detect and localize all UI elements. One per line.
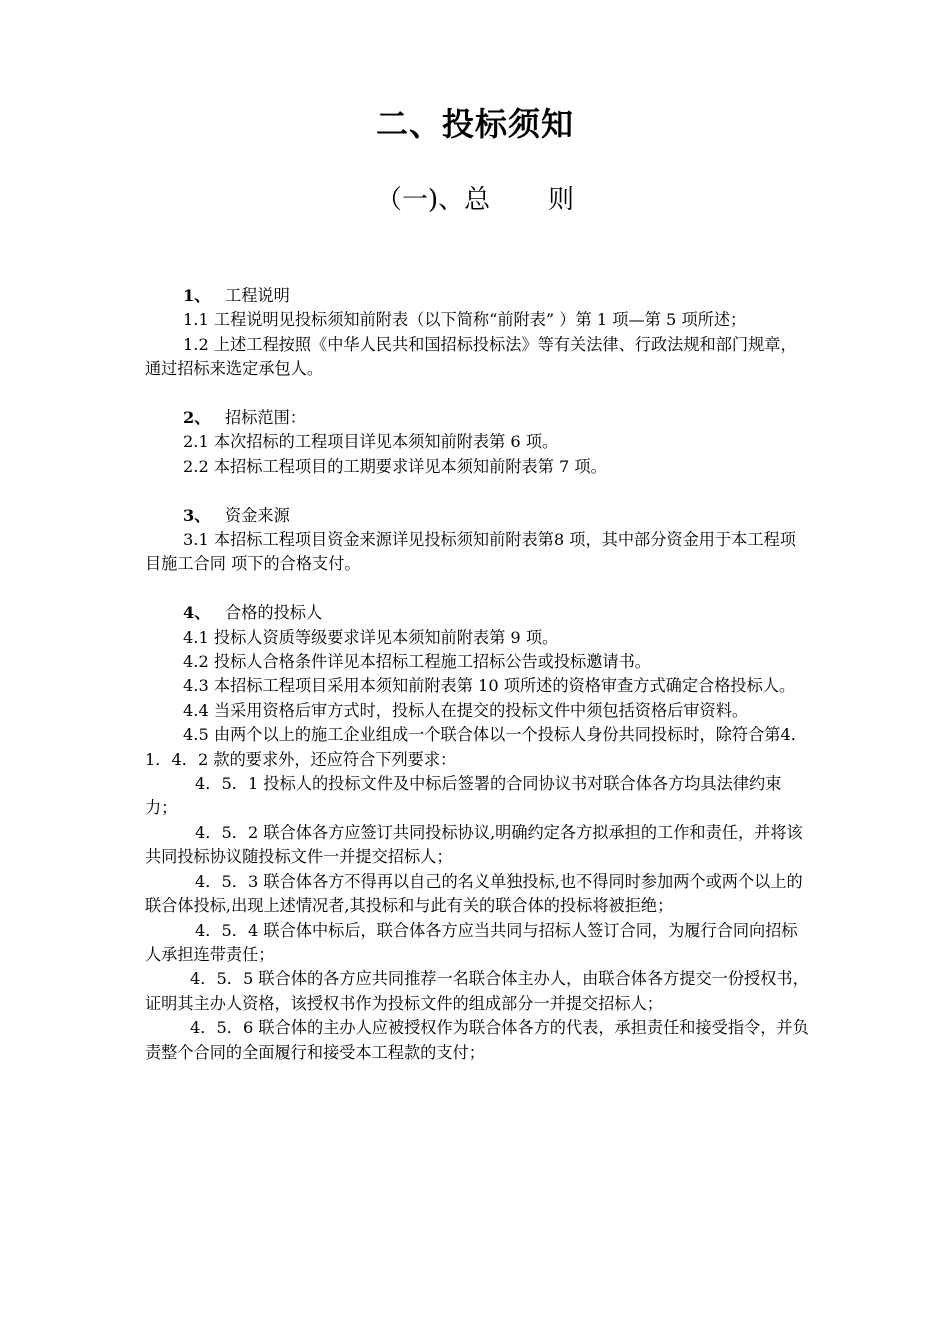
clause-4-5-4: 4．5．4 联合体中标后，联合体各方应当共同与招标人签订合同，为履行合同向招标人承担连带责任； <box>145 920 798 964</box>
clause-4-4: 4.4 当采用资格后审方式时，投标人在提交的投标文件中须包括资格后审资料。 <box>183 700 749 720</box>
clause-4-5-5: 4．5．5 联合体的各方应共同推荐一名联合体主办人，由联合体各方提交一份授权书，证明其主办人资格，该授权书作为投标文件的组成部分一并提交招标人； <box>145 969 809 1013</box>
section-heading-3 <box>145 504 810 528</box>
section-number: 3、 <box>183 505 211 525</box>
section-heading-text: 工程说明 <box>225 286 290 305</box>
clause-4-5-6: 4．5．6 联合体的主办人应被授权作为联合体各方的代表，承担责任和接受指令，并负责整个合同的全面履行和接受本工程款的支付； <box>145 1018 809 1062</box>
clause-4-2: 4.2 投标人合格条件详见本招标工程施工招标公告或投标邀请书。 <box>183 652 651 672</box>
clause-2-1: 2.1 本次招标的工程项目详见本须知前附表第 6 项。 <box>183 432 559 452</box>
section-number: 2、 <box>183 408 211 428</box>
section-number: 4、 <box>183 603 211 623</box>
page-title: 二、投标须知 <box>375 105 574 143</box>
section-number: 1、 <box>183 286 211 305</box>
clause-4-5-2: 4．5．2 联合体各方应签订共同投标协议,明确约定各方拟承担的工作和责任，并将该共同投标协议随投标文件一并提交招标人； <box>145 822 803 867</box>
section-heading-2 <box>145 406 810 430</box>
section-heading-1 <box>145 284 810 308</box>
clause-1-1: 1.1 工程说明见投标须知前附表（以下简称“前附表” ）第 1 项—第 5 项所述； <box>183 310 747 330</box>
clause-4-5-1: 4．5．1 投标人的投标文件及中标后签署的合同协议书对联合体各方均具法律约束力； <box>145 774 782 818</box>
clause-4-1: 4.1 投标人资质等级要求详见本须知前附表第 9 项。 <box>183 627 559 647</box>
clause-4-3: 4.3 本招标工程项目采用本须知前附表第 10 项所述的资格审查方式确定合格投标人。 <box>183 676 796 696</box>
section-heading-text: 资金来源 <box>225 505 290 525</box>
section-heading-text: 合格的投标人 <box>225 603 323 623</box>
section-heading-text: 招标范围： <box>225 408 306 428</box>
section-subtitle: （一)、总 则 <box>376 185 574 215</box>
clause-3-1: 3.1 本招标工程项目资金来源详见投标须知前附表第8 项，其中部分资金用于本工程项目施工合同 项下的合格支付。 <box>145 530 796 574</box>
section-heading-4 <box>145 601 810 625</box>
clause-1-2: 1.2 上述工程按照《中华人民共和国招标投标法》等有关法律、行政法规和部门规章，通过招标来选定承包人。 <box>145 334 797 379</box>
document-body <box>145 284 810 1065</box>
clause-4-5: 4.5 由两个以上的施工企业组成一个联合体以一个投标人身份共同投标时，除符合第4．1．4．2 款的要求外，还应符合下列要求： <box>145 725 807 769</box>
clause-4-5-3: 4．5．3 联合体各方不得再以自己的名义单独投标,也不得同时参加两个或两个以上的联合体投标,出现上述情况者,其投标和与此有关的联合体的投标将被拒绝； <box>145 871 803 916</box>
clause-2-2: 2.2 本招标工程项目的工期要求详见本须知前附表第 7 项。 <box>183 456 607 476</box>
